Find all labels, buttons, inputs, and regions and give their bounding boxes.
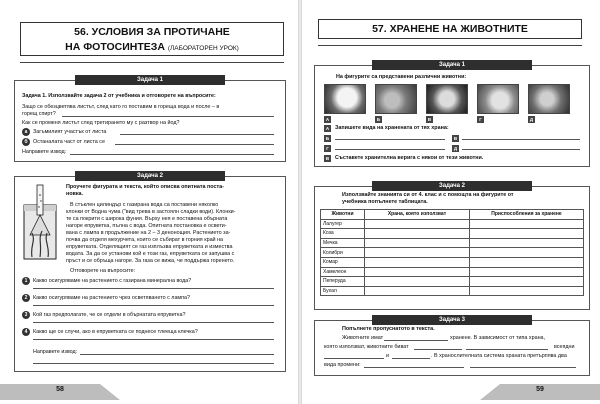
adaptation-cell[interactable] bbox=[470, 277, 584, 287]
rabbit-photo bbox=[324, 84, 366, 114]
task2-intro: Използвайте знанията си от 4. клас и с помощта на фигурите от bbox=[342, 192, 514, 198]
task3-line3-end: . В хранослителната система храната претърпява два bbox=[431, 353, 567, 359]
adaptation-cell[interactable] bbox=[470, 238, 584, 248]
page-number: 59 bbox=[536, 386, 544, 393]
animal-cell: Колибри bbox=[321, 248, 365, 258]
task1-header: Задача 1 bbox=[372, 60, 532, 70]
fill-blank[interactable] bbox=[466, 349, 548, 350]
food-cell[interactable] bbox=[365, 248, 470, 258]
task2-header: Задача 2 bbox=[372, 181, 532, 191]
fill-blank[interactable] bbox=[364, 367, 464, 368]
task1-intro: Задача 1. Използвайте задача 2 от учебника и отговорете на въпросите: bbox=[22, 93, 216, 99]
task3-header: Задача 3 bbox=[372, 315, 532, 325]
table-row bbox=[321, 248, 584, 258]
food-cell[interactable] bbox=[365, 219, 470, 229]
title-note: (ЛАБОРАТОРЕН УРОК) bbox=[167, 45, 239, 52]
task2-intro: Проучете фигурата и текста, който описва опитната поста- bbox=[66, 184, 224, 190]
question-3-marker: 3 bbox=[22, 311, 30, 319]
task1-item-c: Съставете хранителна верига с някои от тези животни. bbox=[335, 155, 484, 161]
answer-line[interactable] bbox=[33, 288, 274, 289]
answer-line[interactable] bbox=[115, 144, 274, 145]
answer-line[interactable] bbox=[33, 305, 274, 306]
adaptation-cell[interactable] bbox=[470, 267, 584, 277]
task2-question-4: Какво ще се случи, ако в епруветката се поднесе тлееща клечка? bbox=[33, 329, 198, 335]
task1-conclusion: Направете извод: bbox=[22, 149, 67, 155]
feeding-table bbox=[320, 209, 584, 296]
task2-text-line: водата. За да се установи кой е този газ, епруветката се запушва с bbox=[66, 251, 235, 257]
moth-photo bbox=[426, 84, 468, 114]
task2-text-line: клонки от Водна чума ("вид трева в застоялн сладки води). Клонки- bbox=[66, 209, 236, 215]
table-row bbox=[321, 267, 584, 277]
task3-line1-start: Животните имат bbox=[342, 335, 384, 341]
fill-blank[interactable] bbox=[324, 358, 384, 359]
task3-line2-end: всеядни bbox=[554, 344, 575, 350]
page-59 bbox=[302, 0, 600, 404]
animal-cell: Бухал bbox=[321, 286, 365, 296]
photo-label: Б bbox=[376, 117, 381, 122]
answer-line[interactable] bbox=[462, 149, 580, 150]
table-row bbox=[321, 229, 584, 239]
food-cell[interactable] bbox=[365, 286, 470, 296]
task2-text-line: вана с лампа в продължение на 2 – 3 денонощия. Растението за- bbox=[66, 230, 231, 236]
title-rule bbox=[20, 62, 284, 63]
photo-label: Г bbox=[477, 116, 484, 123]
answer-line[interactable] bbox=[33, 322, 274, 323]
table-row bbox=[321, 277, 584, 287]
item-a-marker: А bbox=[325, 126, 330, 131]
task1-intro: На фигурите са представени различни животни: bbox=[336, 74, 467, 80]
page-number: 58 bbox=[56, 386, 64, 393]
column-header: Животни bbox=[321, 210, 365, 220]
table-row bbox=[321, 257, 584, 267]
task2-text-line: те са покрити с широка фуния. Върху нея е поставена обърната bbox=[66, 216, 228, 222]
adaptation-cell[interactable] bbox=[470, 286, 584, 296]
answer-line[interactable] bbox=[33, 339, 274, 340]
column-header: Приспособления за хранене bbox=[470, 210, 584, 220]
task2-intro-cont: учебника попълнете таблицата. bbox=[342, 199, 428, 205]
fill-blank[interactable] bbox=[470, 367, 576, 368]
column-header: Храна, която използват bbox=[365, 210, 470, 220]
answer-line[interactable] bbox=[62, 116, 274, 117]
photo-label: Д bbox=[529, 117, 534, 122]
task2-text-line: почва да отделя мехурчета, които се събират в горния край на bbox=[66, 237, 224, 243]
animal-cell: Коза bbox=[321, 229, 365, 239]
fill-blank[interactable] bbox=[384, 340, 448, 341]
lesson-57-title: 57. ХРАНЕНЕ НА ЖИВОТНИТЕ bbox=[318, 19, 582, 39]
answer-line[interactable] bbox=[335, 139, 445, 140]
adaptation-cell[interactable] bbox=[470, 229, 584, 239]
answer-line[interactable] bbox=[462, 139, 580, 140]
task2-intro-cont: новка. bbox=[66, 191, 84, 197]
fill-blank[interactable] bbox=[414, 349, 462, 350]
photo-label: А bbox=[325, 117, 330, 122]
title-rule bbox=[318, 45, 582, 46]
task3-intro: Попълнете пропуснатото в текста. bbox=[342, 326, 435, 332]
table-body bbox=[321, 219, 584, 296]
animal-cell: Мечка bbox=[321, 238, 365, 248]
food-cell[interactable] bbox=[365, 257, 470, 267]
apparatus-figure bbox=[20, 183, 60, 261]
task2-question-3: Кой газ предполагате, че се отдели в обърнатата епруветка? bbox=[33, 312, 186, 318]
task1-question-1: Защо се обезцветява листът, след като го поставим в гореща вода и после – в bbox=[22, 104, 220, 110]
fish-photo bbox=[528, 84, 570, 114]
task3-line3-and: и bbox=[386, 353, 390, 359]
adaptation-cell[interactable] bbox=[470, 248, 584, 258]
task2-text-line: В стъклен цилиндър с газирана вода са поставени няколко bbox=[70, 202, 219, 208]
item-d-marker: Д bbox=[453, 146, 458, 151]
answer-line[interactable] bbox=[70, 154, 274, 155]
task2-answer-prompt: Отговорете на въпросите: bbox=[70, 268, 136, 274]
task2-header: Задача 2 bbox=[75, 171, 225, 181]
question-2-marker: 2 bbox=[22, 294, 30, 302]
task1-option-b: Останалата част от листа се bbox=[33, 139, 105, 145]
item-c-marker: В bbox=[325, 156, 330, 161]
task1-option-a: Загъмилият участък от листа bbox=[33, 129, 107, 135]
table-row bbox=[321, 219, 584, 229]
task3-line4: вида промени: bbox=[324, 362, 361, 368]
adaptation-cell[interactable] bbox=[470, 219, 584, 229]
adaptation-cell[interactable] bbox=[470, 257, 584, 267]
title-line-1: 56. УСЛОВИЯ ЗА ПРОТИЧАНЕ bbox=[74, 26, 230, 38]
title-line-2: НА ФОТОСИНТЕЗА bbox=[65, 41, 165, 53]
page-58 bbox=[0, 0, 298, 404]
task1-question-2: Как се променя листът след третирането му с разтвор на йод? bbox=[22, 120, 180, 126]
food-cell[interactable] bbox=[365, 277, 470, 287]
task2-text-line: пръст и се обръща нагоре. За газа се вижа, че поддържа горенето. bbox=[66, 258, 235, 264]
answer-line[interactable] bbox=[80, 354, 274, 355]
task3-line2-start: която използват, животните биват bbox=[324, 344, 409, 350]
lesson-56-title bbox=[20, 22, 284, 56]
animal-cell: Лалугер bbox=[321, 219, 365, 229]
table-row bbox=[321, 238, 584, 248]
table-row bbox=[321, 286, 584, 296]
question-1-marker: 1 bbox=[22, 277, 30, 285]
task2-text-line: нагоре епруветка, пълна с вода. Опитната постановка е освети- bbox=[66, 223, 227, 229]
task2-text-line: епруветката. Отделящият се газ изплъзва епруветката и измества bbox=[66, 244, 233, 250]
fill-blank[interactable] bbox=[392, 358, 430, 359]
answer-line[interactable] bbox=[120, 134, 274, 135]
animal-cell: Комар bbox=[321, 257, 365, 267]
option-a-marker: а bbox=[22, 128, 30, 136]
animal-cell: Пеперуда bbox=[321, 277, 365, 287]
item-g-marker: Г bbox=[324, 145, 331, 152]
task2-conclusion: Направете извод: bbox=[33, 349, 78, 355]
item-v-marker: В bbox=[453, 136, 458, 141]
answer-line[interactable] bbox=[33, 363, 274, 364]
food-cell[interactable] bbox=[365, 229, 470, 239]
item-b-marker: Б bbox=[325, 136, 330, 141]
question-4-marker: 4 bbox=[22, 328, 30, 336]
task1-item-a: Запишете вида на хранената от тях храна: bbox=[335, 125, 449, 131]
food-cell[interactable] bbox=[365, 267, 470, 277]
task3-line1-end: хранене. В зависимост от типа храна, bbox=[450, 335, 546, 341]
option-b-marker: б bbox=[22, 138, 30, 146]
answer-line[interactable] bbox=[335, 149, 445, 150]
photo-label: В bbox=[427, 117, 432, 122]
table-header-row bbox=[321, 210, 584, 220]
task1-question-1-cont: горещ спирт? bbox=[22, 111, 56, 117]
task1-header: Задача 1 bbox=[75, 75, 225, 85]
task2-question-1: Какво осигуряваме на растението с газирана минерална вода? bbox=[33, 278, 192, 284]
task2-question-2: Какво осигуряваме на растението чрез осветяването с лампа? bbox=[33, 295, 191, 301]
mouse-photo bbox=[477, 84, 519, 114]
frog-photo bbox=[375, 84, 417, 114]
food-cell[interactable] bbox=[365, 238, 470, 248]
animal-cell: Хамелеон bbox=[321, 267, 365, 277]
